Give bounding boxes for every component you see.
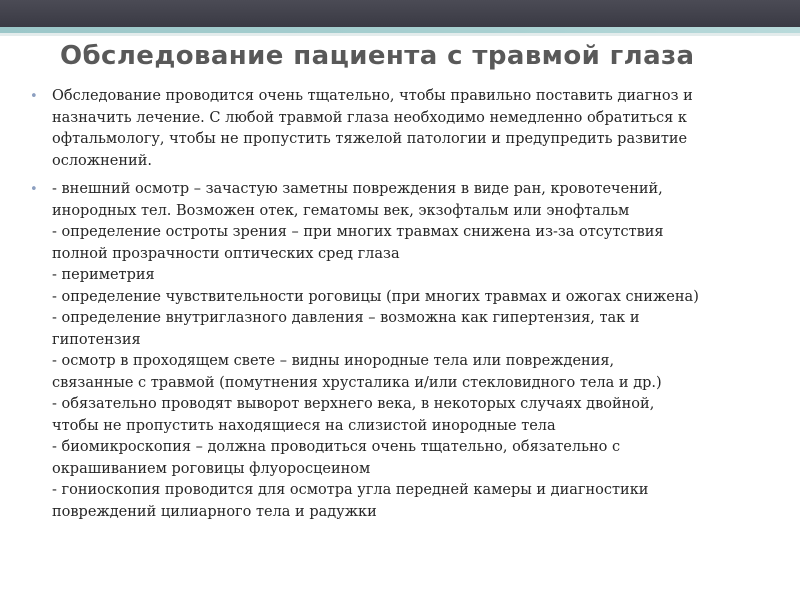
header-band [0, 0, 800, 27]
header-divider [0, 33, 800, 36]
bullet-dot-icon: • [30, 182, 38, 197]
text-line: - внешний осмотр – зачастую заметны повреждения в виде ран, кровотечений, [52, 181, 663, 197]
text-line: назначить лечение. С любой травмой глаза необходимо немедленно обратиться к [52, 109, 687, 126]
text-line: инородных тел. Возможен отек, гематомы век, экзофтальм или энофтальм [52, 202, 630, 219]
text-line: - гониоскопия проводится для осмотра угла передней камеры и диагностики [52, 482, 649, 498]
text-line: повреждений цилиарного тела и радужки [52, 503, 377, 520]
bullet-list [30, 86, 765, 530]
text-line: гипотензия [52, 331, 141, 348]
text-line: связанные с травмой (помутнения хрусталика и/или стекловидного тела и др.) [52, 374, 662, 391]
text-line: - определение чувствительности роговицы (при многих травмах и ожогах снижена) [52, 288, 699, 305]
text-line: - осмотр в проходящем свете – видны инородные тела или повреждения, [52, 353, 615, 369]
text-line: осложнений. [52, 152, 152, 169]
slide-title: Обследование пациента с травмой глаза [60, 41, 695, 71]
text-line: полной прозрачности оптических сред глаза [52, 245, 400, 262]
text-line: - определение внутриглазного давления – возможна как гипертензия, так и [52, 310, 640, 326]
bullet-exam-steps [30, 179, 765, 523]
text-line: - биомикроскопия – должна проводиться очень тщательно, обязательно с [52, 439, 621, 455]
text-line: - периметрия [52, 267, 155, 283]
text-line: - обязательно проводят выворот верхнего века, в некоторых случаях двойной, [52, 396, 655, 412]
text-line: - определение остроты зрения – при многих травмах снижена из-за отсутствия [52, 224, 664, 240]
text-line: Обследование проводится очень тщательно, чтобы правильно поставить диагноз и [52, 88, 693, 104]
bullet-dot-icon: • [30, 89, 38, 104]
bullet-intro [30, 86, 765, 172]
text-line: офтальмологу, чтобы не пропустить тяжелой патологии и предупредить развитие [52, 131, 688, 147]
text-line: чтобы не пропустить находящиеся на слизистой инородные тела [52, 417, 556, 434]
text-line: окрашиванием роговицы флуоросцеином [52, 460, 371, 477]
